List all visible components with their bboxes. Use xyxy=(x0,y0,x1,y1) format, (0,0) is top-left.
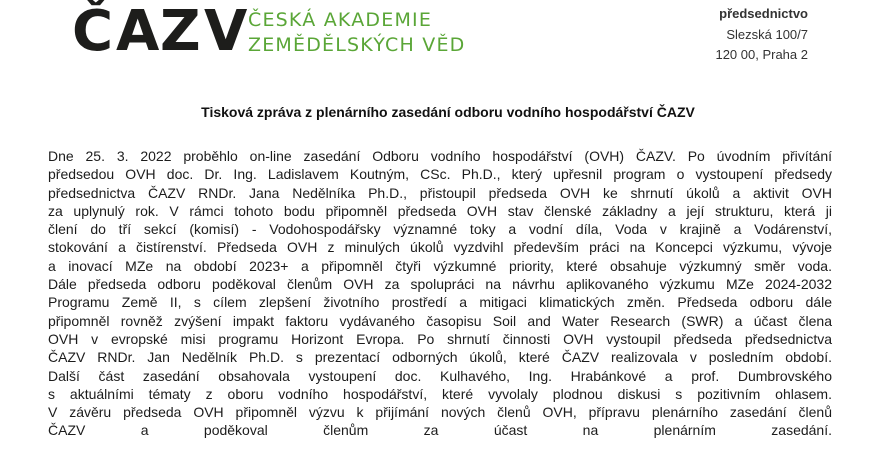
sender-address xyxy=(715,4,808,66)
academy-name xyxy=(248,8,488,58)
body-line: OVH v evropské misi programu Horizont Evropa. Po shrnutí činnosti OVH vystoupil předseda předsednictva xyxy=(48,330,832,347)
address-org: předsednictvo xyxy=(719,6,808,21)
address-street: Slezská 100/7 xyxy=(726,26,808,42)
body-line: předsedou OVH doc. Dr. Ing. Ladislavem Koutným, CSc. Ph.D., který upřesnil program o vystoupení předsedy xyxy=(48,166,832,183)
body-line: s aktuálními tématy z oboru vodního hospodářství, které vyvolaly plodnou diskusi s pozitivním ohlasem. xyxy=(48,385,832,402)
body-line: člení do tří sekcí (komisí) - Vodohospodářsky významné toky a vodní díla, Voda v krajině a Vodárenství, xyxy=(48,221,832,238)
body-line: V závěru předseda OVH připomněl výzvu k přijímání nových členů OVH, přípravu plenárního zasedání členů xyxy=(48,404,832,421)
logo-letter-v: V xyxy=(204,0,247,64)
body-line: předsednictva ČAZV RNDr. Jana Nedělníka Ph.D., přistoupil předseda OVH ke shrnutí úkolů a aktivit OVH xyxy=(48,184,832,201)
logo-letter-a: A xyxy=(116,0,159,64)
body-line: Dále předseda odboru poděkoval členům OVH za spolupráci na návrhu aplikovaného výzkumu MZe 2024-2032 xyxy=(48,276,832,293)
body-line: Dne 25. 3. 2022 proběhlo on-line zasedání Odboru vodního hospodářství (OVH) ČAZV. Po úvodním přivítání xyxy=(48,148,832,164)
press-release-body xyxy=(48,147,832,440)
logo-letter-c: Č xyxy=(72,0,113,64)
body-line: Programu Země II, s cílem zlepšení životního prostředí a mitigaci klimatických změn. Předseda odboru dále xyxy=(48,294,832,311)
logo-letter-z: Z xyxy=(160,0,200,64)
body-line: připomněl rovněž zvýšení impakt faktoru vydávaného časopisu Soil and Water Research (SWR) a účast člena xyxy=(48,312,832,329)
address-city: 120 00, Praha 2 xyxy=(715,47,808,62)
academy-name-line2: ZEMĚDĚLSKÝCH VĚD xyxy=(248,34,466,56)
body-line: a inovací MZe na období 2023+ a připomněl čtyři výzkumné priority, které obsahuje výzkumný směr voda. xyxy=(48,257,832,274)
body-line: ČAZV RNDr. Jan Nedělník Ph.D. s prezentací odborných úkolů, které ČAZV realizovala v posledním období. xyxy=(48,349,832,366)
academy-name-line1: ČESKÁ AKADEMIE xyxy=(248,9,433,31)
cazv-logo-mark xyxy=(72,0,248,64)
body-line: za uplynulý rok. V rámci tohoto bodu připomněl předseda OVH stav členské základny a její strukturu, která ji xyxy=(48,202,832,219)
body-line: ČAZV a poděkoval členům za účast na plenárním zasedání. xyxy=(48,422,832,439)
body-line: stokování a čistírenství. Předseda OVH z minulých úkolů vyzdvihl především práci na Koncepci výzkumu, vývoje xyxy=(48,239,832,256)
press-release-title: Tisková zpráva z plenárního zasedání odboru vodního hospodářství ČAZV xyxy=(201,104,695,120)
body-line: Další část zasedání obsahovala vystoupení doc. Kulhavého, Ing. Hrabánkové a prof. Dumbrovského xyxy=(48,367,832,384)
